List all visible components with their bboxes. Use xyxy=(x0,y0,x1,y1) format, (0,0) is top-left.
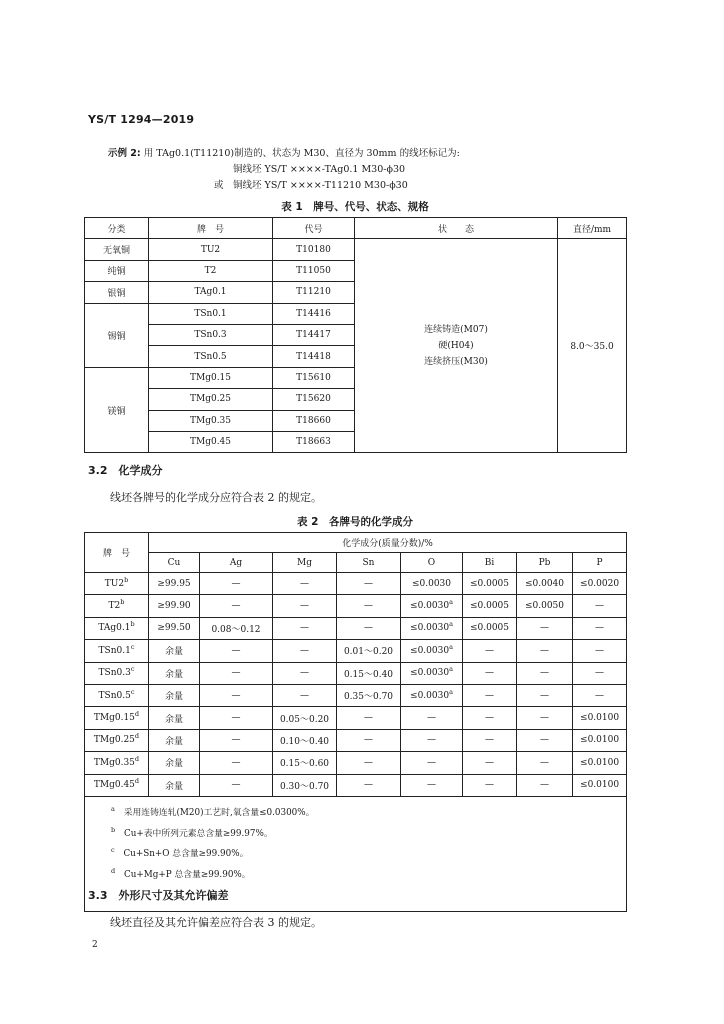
value-text: 0.05～0.20 xyxy=(279,714,330,725)
footnote-mark: d xyxy=(134,710,140,719)
element-header-cu: Cu xyxy=(149,553,200,573)
table1-header-code: 代号 xyxy=(273,218,355,239)
value-cell-sn xyxy=(337,774,401,796)
value-cell-mg xyxy=(273,729,337,751)
value-text: — xyxy=(595,601,605,612)
value-cell-sn xyxy=(337,729,401,751)
footnote-mark: c xyxy=(130,687,135,696)
value-text: ≤0.0100 xyxy=(580,780,620,791)
value-cell-p xyxy=(573,595,627,617)
diameter-cell: 8.0～35.0 xyxy=(558,239,627,453)
note-mark: c xyxy=(111,846,115,855)
value-cell-mg xyxy=(273,662,337,684)
state-extruded: 连续挤压(M30) xyxy=(424,356,488,367)
example-label: 示例 2: xyxy=(108,148,141,159)
value-text: — xyxy=(231,735,241,746)
table-row xyxy=(85,662,627,684)
value-cell-bi xyxy=(463,595,517,617)
code-cell: T15620 xyxy=(273,389,355,410)
value-cell-o xyxy=(401,729,463,751)
value-text: — xyxy=(231,668,241,679)
value-text: 余量 xyxy=(164,692,183,703)
value-text: — xyxy=(231,601,241,612)
element-header-bi: Bi xyxy=(463,553,517,573)
value-cell-mg xyxy=(273,595,337,617)
table1-header-grade: 牌 号 xyxy=(149,218,273,239)
grade-cell: TSn0.3 xyxy=(149,324,273,345)
footnote-mark: a xyxy=(449,598,453,607)
value-cell-pb xyxy=(517,617,573,639)
value-cell-o xyxy=(401,774,463,796)
value-text: ≤0.0005 xyxy=(469,623,510,634)
value-cell-o xyxy=(401,573,463,595)
value-text: — xyxy=(540,690,549,701)
element-header-mg: Mg xyxy=(273,553,337,573)
value-cell-p xyxy=(573,573,627,595)
value-text: — xyxy=(485,690,494,701)
value-cell-ag xyxy=(200,752,273,774)
state-hard: 硬(H04) xyxy=(438,340,474,351)
grade-text: TMg0.25 xyxy=(93,735,135,746)
value-cell-pb xyxy=(517,752,573,774)
value-cell-ag xyxy=(200,662,273,684)
value-text: 0.10～0.40 xyxy=(279,736,330,747)
value-cell-sn xyxy=(337,640,401,662)
value-text: — xyxy=(300,601,309,612)
value-cell-ag xyxy=(200,595,273,617)
footnote-mark: a xyxy=(449,642,453,651)
value-cell-cu xyxy=(149,617,200,639)
value-text: — xyxy=(231,690,241,701)
page-number: 2 xyxy=(92,940,98,950)
value-text: ≤0.0040 xyxy=(524,578,565,589)
value-cell-mg xyxy=(273,774,337,796)
state-cast: 连续铸造(M07) xyxy=(424,324,488,335)
value-cell-o xyxy=(401,684,463,706)
code-cell: T14416 xyxy=(273,303,355,324)
value-cell-pb xyxy=(517,573,573,595)
category-cell: 银铜 xyxy=(85,282,149,303)
value-text: — xyxy=(595,645,605,656)
value-cell-ag xyxy=(200,707,273,729)
note-d xyxy=(111,865,626,886)
value-text: — xyxy=(427,757,436,768)
grade-text: TMg0.45 xyxy=(93,780,135,791)
standard-number-header: YS/T 1294—2019 xyxy=(88,113,195,126)
category-cell: 无氧铜 xyxy=(85,239,149,260)
value-cell-sn xyxy=(337,595,401,617)
value-text: 余量 xyxy=(164,714,183,725)
value-cell-mg xyxy=(273,752,337,774)
value-cell-ag xyxy=(200,729,273,751)
footnote-mark: b xyxy=(130,620,135,629)
value-text: — xyxy=(231,578,241,589)
value-cell-pb xyxy=(517,595,573,617)
value-text: ≥99.95 xyxy=(157,578,191,589)
footnote-mark: a xyxy=(449,665,453,674)
value-text: — xyxy=(364,601,373,612)
grade-cell: T2 xyxy=(149,260,273,281)
code-cell: T10180 xyxy=(273,239,355,260)
note-c xyxy=(111,844,626,865)
grade-cell: TSn0.5 xyxy=(149,346,273,367)
value-text: — xyxy=(595,690,605,701)
code-cell: T11210 xyxy=(273,282,355,303)
value-text: — xyxy=(540,713,549,724)
value-cell-sn xyxy=(337,573,401,595)
value-cell-bi xyxy=(463,707,517,729)
value-cell-o xyxy=(401,752,463,774)
value-cell-o xyxy=(401,617,463,639)
value-text: — xyxy=(485,735,494,746)
grade-cell: TMg0.15 xyxy=(149,367,273,388)
note-mark: d xyxy=(111,866,116,875)
table1-header-category: 分类 xyxy=(85,218,149,239)
value-cell-o xyxy=(401,640,463,662)
value-cell-bi xyxy=(463,752,517,774)
value-text: — xyxy=(300,578,309,589)
value-text: 余量 xyxy=(164,669,183,680)
value-text: — xyxy=(364,757,373,768)
table-row xyxy=(85,617,627,639)
table2 xyxy=(84,532,627,912)
value-cell-p xyxy=(573,640,627,662)
element-header-ag: Ag xyxy=(200,553,273,573)
footnote-mark: c xyxy=(130,642,135,651)
value-cell-p xyxy=(573,617,627,639)
value-cell-sn xyxy=(337,617,401,639)
value-text: ≥99.90 xyxy=(157,601,191,612)
value-text: ≤0.0030 xyxy=(411,578,452,589)
grade-cell: TU2 xyxy=(149,239,273,260)
value-cell-mg xyxy=(273,573,337,595)
note-text: Cu+表中所列元素总含量≥99.97%。 xyxy=(123,828,273,839)
table2-header-grade: 牌 号 xyxy=(85,533,149,573)
value-text: — xyxy=(231,757,241,768)
table1 xyxy=(84,217,627,453)
value-cell-pb xyxy=(517,684,573,706)
value-text: ≥99.50 xyxy=(157,623,191,634)
element-header-p: P xyxy=(573,553,627,573)
value-text: ≤0.0005 xyxy=(469,578,510,589)
example-text: 用 TAg0.1(T11210)制造的、状态为 M30、直径为 30mm 的线坯标记为: xyxy=(143,148,460,159)
value-cell-mg xyxy=(273,617,337,639)
example-mark-2: 铜线坯 YS/T ××××-T11210 M30-ϕ30 xyxy=(233,180,408,191)
value-text: — xyxy=(364,623,373,634)
value-text: 0.15～0.60 xyxy=(279,759,330,770)
table-row xyxy=(85,707,627,729)
value-cell-ag xyxy=(200,640,273,662)
example-line xyxy=(108,145,460,159)
value-cell-bi xyxy=(463,617,517,639)
table-row xyxy=(85,595,627,617)
code-cell: T18660 xyxy=(273,410,355,431)
value-cell-p xyxy=(573,684,627,706)
grade-cell xyxy=(85,774,149,796)
grade-text: TMg0.15 xyxy=(93,713,135,724)
value-cell-p xyxy=(573,707,627,729)
section-3-3-text: 线坯直径及其允许偏差应符合表 3 的规定。 xyxy=(110,916,322,929)
value-cell-pb xyxy=(517,640,573,662)
note-text: Cu+Sn+O 总含量≥99.90%。 xyxy=(123,849,249,860)
value-text: ≤0.0100 xyxy=(580,735,620,746)
value-cell-cu xyxy=(149,774,200,796)
grade-cell: TAg0.1 xyxy=(149,282,273,303)
table2-header-row-2 xyxy=(85,553,627,573)
value-text: — xyxy=(485,780,494,791)
table1-header-diameter: 直径/mm xyxy=(558,218,627,239)
example-mark-1: 铜线坯 YS/T ××××-TAg0.1 M30-ϕ30 xyxy=(233,164,406,175)
value-cell-sn xyxy=(337,752,401,774)
table2-header-row-1 xyxy=(85,533,627,553)
value-cell-cu xyxy=(149,707,200,729)
value-text: — xyxy=(540,780,549,791)
table1-header-state: 状 态 xyxy=(355,218,558,239)
note-mark: a xyxy=(111,804,115,813)
value-cell-pb xyxy=(517,774,573,796)
grade-cell xyxy=(85,684,149,706)
value-text: 0.30～0.70 xyxy=(279,781,330,792)
grade-text: TAg0.1 xyxy=(98,623,131,634)
value-cell-cu xyxy=(149,595,200,617)
value-cell-cu xyxy=(149,573,200,595)
footnote-mark: d xyxy=(134,754,140,763)
grade-cell: TMg0.35 xyxy=(149,410,273,431)
value-cell-cu xyxy=(149,640,200,662)
value-cell-sn xyxy=(337,684,401,706)
value-text: — xyxy=(231,645,241,656)
grade-text: TMg0.35 xyxy=(93,757,135,768)
table-row xyxy=(85,729,627,751)
value-text: 余量 xyxy=(164,736,183,747)
value-text: — xyxy=(540,623,549,634)
value-cell-pb xyxy=(517,707,573,729)
element-header-pb: Pb xyxy=(517,553,573,573)
state-cell xyxy=(355,239,558,453)
value-cell-cu xyxy=(149,729,200,751)
value-cell-o xyxy=(401,707,463,729)
value-text: 0.15～0.40 xyxy=(343,669,394,680)
table-row xyxy=(85,239,627,260)
note-b xyxy=(111,824,626,845)
value-cell-cu xyxy=(149,662,200,684)
table-row xyxy=(85,752,627,774)
value-text: ≤0.0030 xyxy=(410,601,450,612)
element-header-o: O xyxy=(401,553,463,573)
value-text: 余量 xyxy=(164,781,183,792)
table2-header-composition: 化学成分(质量分数)/% xyxy=(149,533,627,553)
value-cell-pb xyxy=(517,729,573,751)
value-text: — xyxy=(485,757,494,768)
value-cell-p xyxy=(573,774,627,796)
grade-cell xyxy=(85,662,149,684)
grade-text: TSn0.3 xyxy=(98,668,131,679)
category-cell: 锡铜 xyxy=(85,303,149,367)
grade-cell xyxy=(85,640,149,662)
value-text: — xyxy=(364,735,373,746)
value-text: ≤0.0020 xyxy=(580,578,620,589)
note-a xyxy=(111,803,626,824)
grade-text: TSn0.5 xyxy=(98,690,131,701)
value-cell-mg xyxy=(273,640,337,662)
grade-cell xyxy=(85,573,149,595)
note-text: 采用连铸连轧(M20)工艺时,氧含量≤0.0300%。 xyxy=(123,807,315,818)
value-cell-bi xyxy=(463,573,517,595)
value-text: — xyxy=(427,713,436,724)
value-cell-ag xyxy=(200,684,273,706)
category-cell: 纯铜 xyxy=(85,260,149,281)
code-cell: T14418 xyxy=(273,346,355,367)
value-text: — xyxy=(231,780,241,791)
footnote-mark: b xyxy=(120,598,125,607)
footnote-mark: d xyxy=(134,732,140,741)
section-3-3-title: 3.3 外形尺寸及其允许偏差 xyxy=(88,889,229,902)
footnote-mark: d xyxy=(134,777,140,786)
value-text: — xyxy=(231,713,241,724)
grade-cell xyxy=(85,752,149,774)
example-or: 或 xyxy=(214,180,224,191)
footnote-mark: c xyxy=(130,665,135,674)
grade-cell xyxy=(85,707,149,729)
value-text: ≤0.0030 xyxy=(410,623,450,634)
value-cell-bi xyxy=(463,662,517,684)
grade-text: T2 xyxy=(108,601,121,612)
table2-caption: 表 2 各牌号的化学成分 xyxy=(297,516,413,528)
value-text: ≤0.0030 xyxy=(410,690,450,701)
value-text: — xyxy=(485,713,494,724)
value-text: 0.01～0.20 xyxy=(343,647,394,658)
value-cell-cu xyxy=(149,684,200,706)
note-mark: b xyxy=(111,825,116,834)
value-text: — xyxy=(540,735,549,746)
grade-text: TU2 xyxy=(104,578,125,589)
value-text: — xyxy=(427,780,436,791)
grade-text: TSn0.1 xyxy=(98,645,131,656)
value-cell-p xyxy=(573,729,627,751)
value-text: ≤0.0030 xyxy=(410,668,450,679)
code-cell: T15610 xyxy=(273,367,355,388)
grade-cell xyxy=(85,595,149,617)
footnote-mark: a xyxy=(449,687,453,696)
value-cell-mg xyxy=(273,707,337,729)
value-text: ≤0.0100 xyxy=(580,713,620,724)
value-text: — xyxy=(485,645,494,656)
value-text: — xyxy=(540,645,549,656)
footnote-mark: a xyxy=(449,620,453,629)
grade-cell: TMg0.45 xyxy=(149,431,273,452)
value-text: — xyxy=(300,690,309,701)
table-row xyxy=(85,774,627,796)
value-text: — xyxy=(364,780,373,791)
value-cell-o xyxy=(401,595,463,617)
value-cell-ag xyxy=(200,617,273,639)
value-cell-p xyxy=(573,752,627,774)
table1-header-row xyxy=(85,218,627,239)
code-cell: T18663 xyxy=(273,431,355,452)
example-mark-2-line xyxy=(214,177,408,191)
value-text: — xyxy=(300,668,309,679)
grade-cell: TSn0.1 xyxy=(149,303,273,324)
value-text: — xyxy=(595,668,605,679)
value-cell-p xyxy=(573,662,627,684)
note-text: Cu+Mg+P 总含量≥99.90%。 xyxy=(123,869,251,880)
value-text: ≤0.0030 xyxy=(410,645,450,656)
grade-cell xyxy=(85,729,149,751)
value-cell-bi xyxy=(463,729,517,751)
value-cell-pb xyxy=(517,662,573,684)
value-cell-sn xyxy=(337,662,401,684)
section-3-2-title: 3.2 化学成分 xyxy=(88,464,163,477)
value-text: ≤0.0100 xyxy=(580,757,620,768)
table1-caption: 表 1 牌号、代号、状态、规格 xyxy=(281,201,429,213)
value-cell-ag xyxy=(200,573,273,595)
value-text: — xyxy=(540,757,549,768)
value-cell-sn xyxy=(337,707,401,729)
value-text: — xyxy=(595,623,605,634)
table-row xyxy=(85,573,627,595)
code-cell: T11050 xyxy=(273,260,355,281)
value-text: — xyxy=(540,668,549,679)
category-cell: 镁铜 xyxy=(85,367,149,453)
value-text: 余量 xyxy=(164,759,183,770)
value-cell-bi xyxy=(463,774,517,796)
value-cell-bi xyxy=(463,684,517,706)
value-cell-ag xyxy=(200,774,273,796)
code-cell: T14417 xyxy=(273,324,355,345)
value-text: — xyxy=(364,713,373,724)
table-row xyxy=(85,684,627,706)
value-text: 0.08～0.12 xyxy=(211,624,261,635)
value-cell-mg xyxy=(273,684,337,706)
value-cell-o xyxy=(401,662,463,684)
value-text: — xyxy=(300,645,309,656)
value-text: — xyxy=(427,735,436,746)
value-text: ≤0.0005 xyxy=(469,601,510,612)
value-cell-cu xyxy=(149,752,200,774)
value-cell-bi xyxy=(463,640,517,662)
value-text: — xyxy=(364,578,373,589)
section-3-2-text: 线坯各牌号的化学成分应符合表 2 的规定。 xyxy=(110,491,322,504)
grade-cell: TMg0.25 xyxy=(149,389,273,410)
value-text: 余量 xyxy=(164,647,183,658)
table-row xyxy=(85,640,627,662)
footnote-mark: b xyxy=(124,575,129,584)
value-text: ≤0.0050 xyxy=(524,601,565,612)
value-text: — xyxy=(300,623,309,634)
value-text: — xyxy=(485,668,494,679)
element-header-sn: Sn xyxy=(337,553,401,573)
grade-cell xyxy=(85,617,149,639)
value-text: 0.35～0.70 xyxy=(343,692,394,703)
